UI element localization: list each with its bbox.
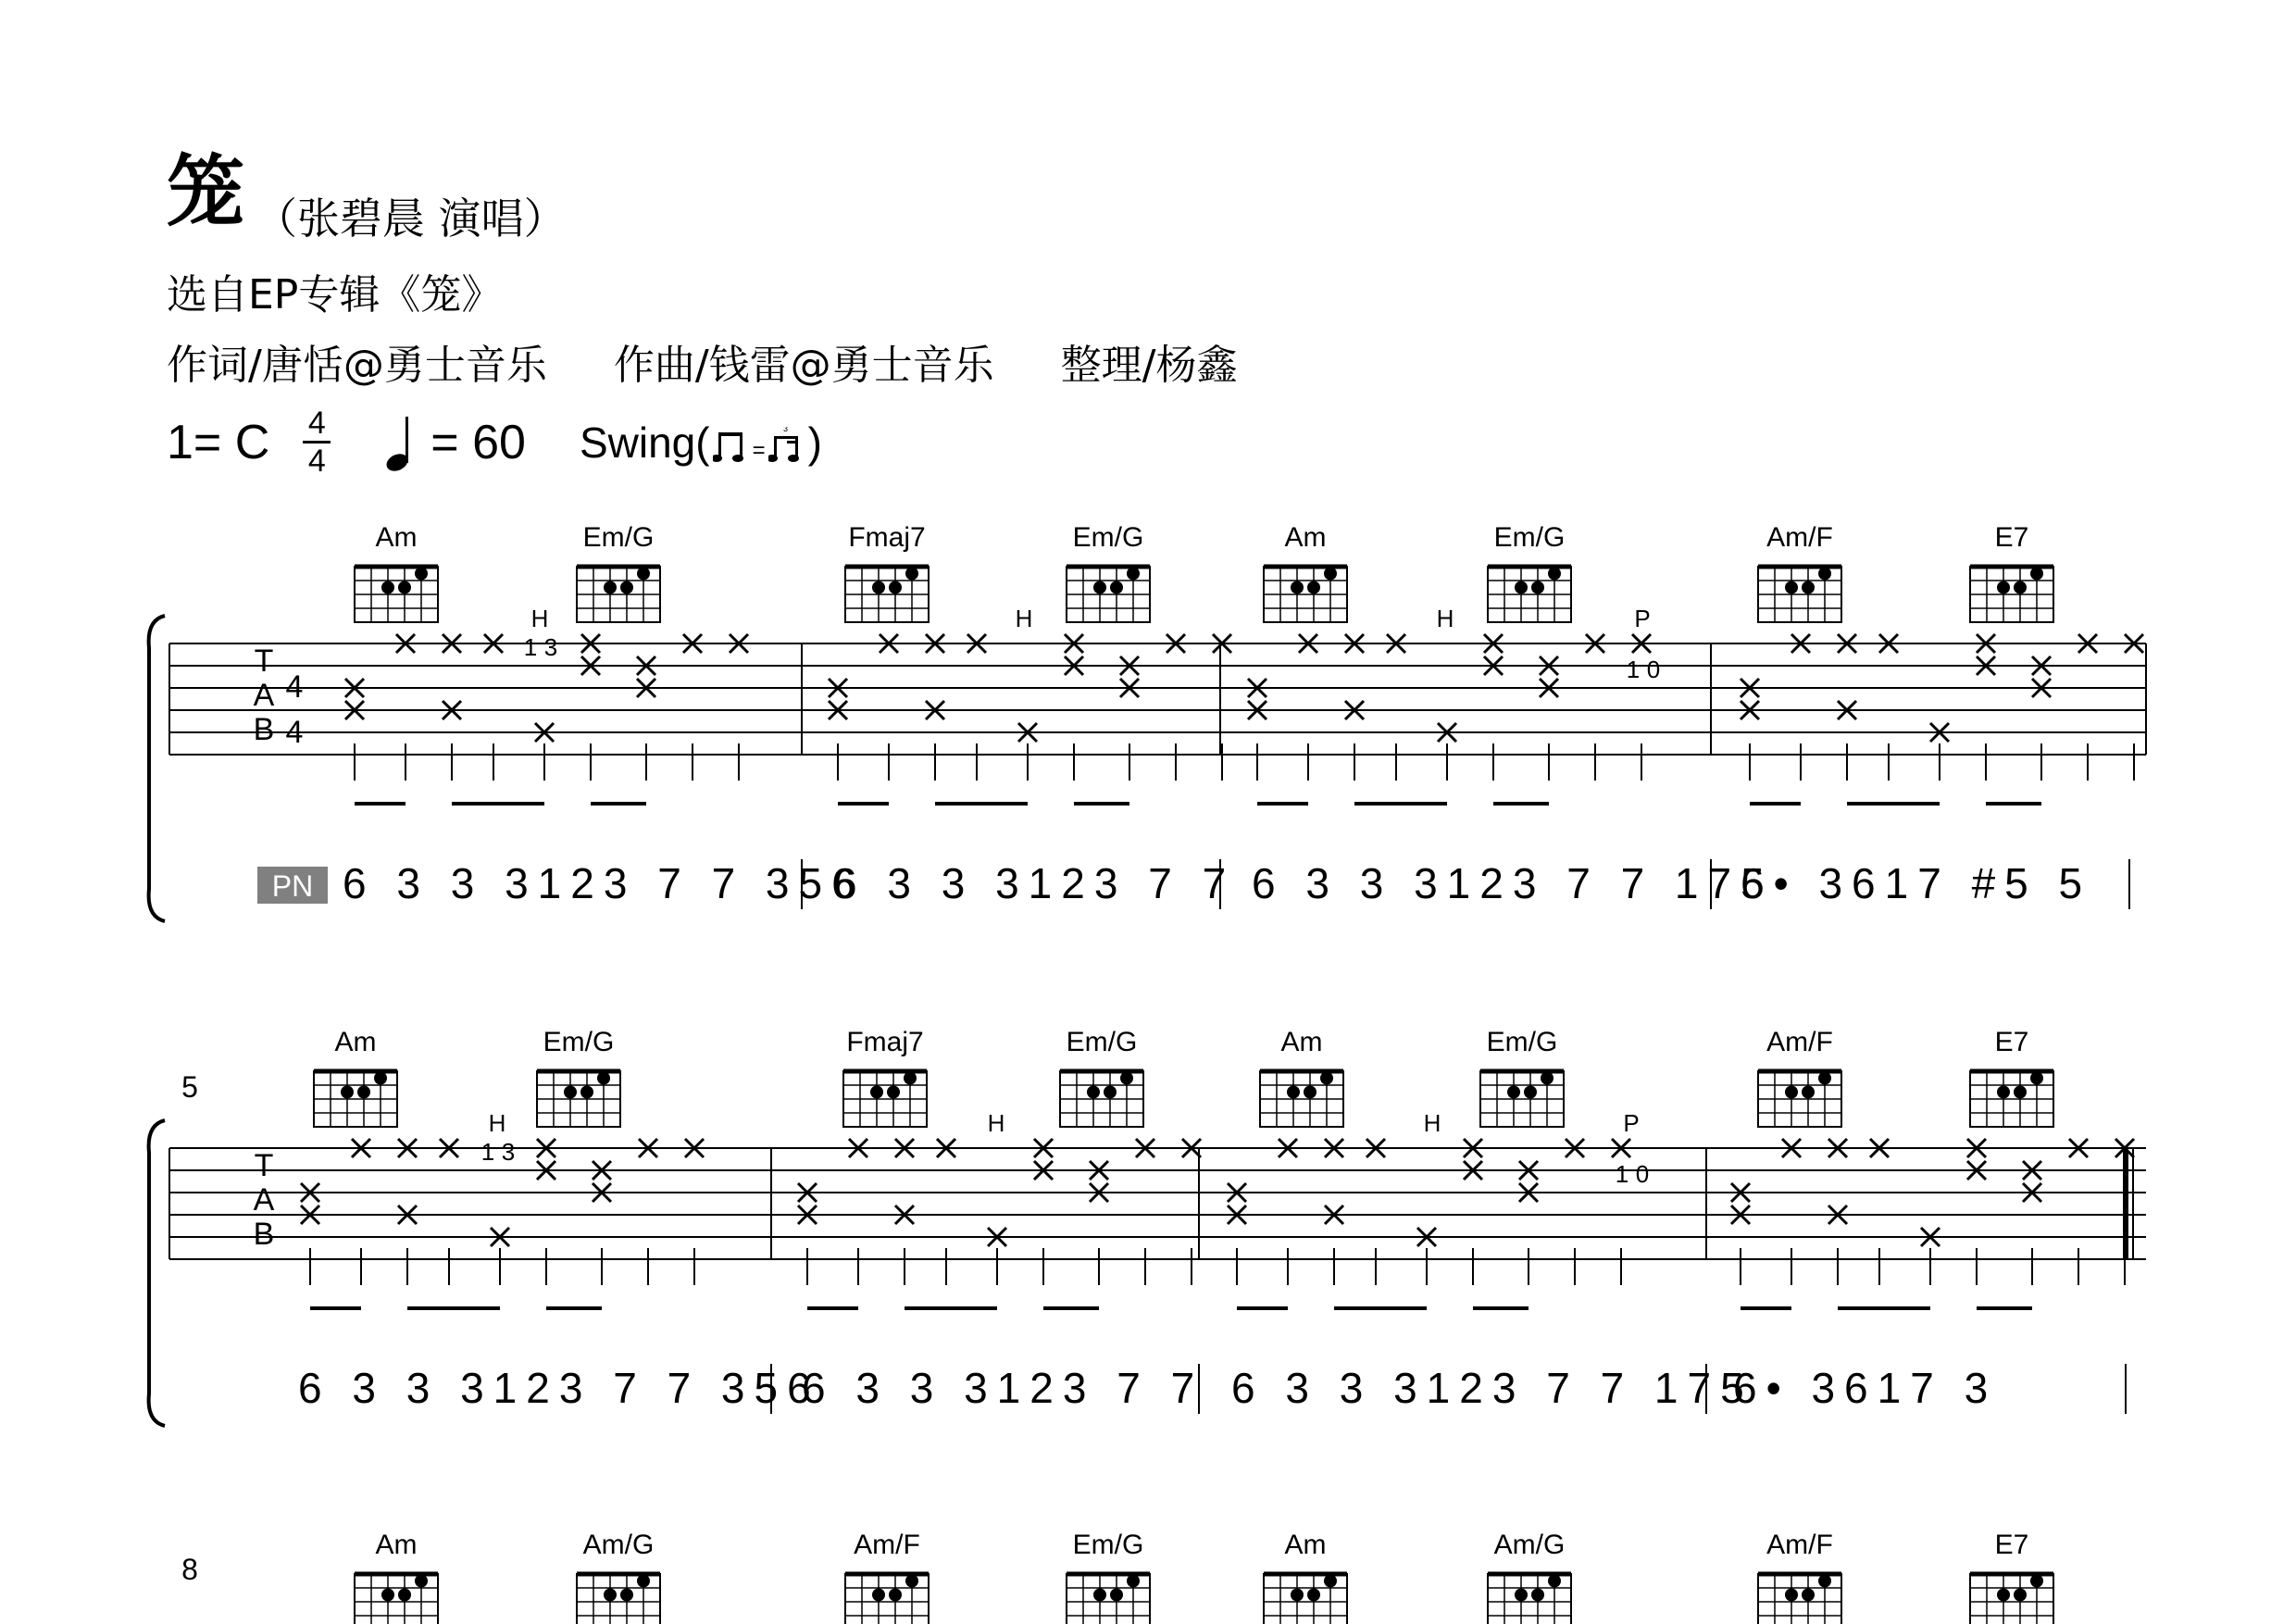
numbered-notation-measure: 6 3 3 3123 7 7 [833, 859, 1236, 907]
chord-dot [1802, 1086, 1815, 1099]
chord-name: E7 [1994, 1027, 2029, 1057]
chord-dot [381, 581, 394, 594]
chord-name: Am/F [1766, 1027, 1833, 1057]
tab-clef-letter: B [253, 712, 275, 747]
time-signature-bottom: 4 [307, 443, 326, 479]
chord-dot [1304, 1086, 1316, 1099]
chord-dot [580, 1086, 593, 1099]
chord-name: Am [1284, 522, 1327, 553]
chord-name: Am/G [582, 1530, 655, 1560]
swing-triplet-number: 3 [782, 427, 788, 434]
chord-dot [1087, 1086, 1100, 1099]
chord-dot [2030, 1575, 2043, 1588]
tab-time-top: 4 [285, 669, 304, 705]
chord-name: Am [375, 522, 418, 553]
chord-dot [1548, 1575, 1561, 1588]
chord-dot [1127, 568, 1140, 581]
chord-dot [1802, 1589, 1815, 1602]
measure-number: 8 [181, 1553, 198, 1586]
tab-clef-letter: A [253, 678, 275, 713]
fret-number: 1 [1615, 1160, 1629, 1188]
fret-number: 1 [523, 633, 538, 661]
technique-mark: H [488, 1109, 506, 1137]
chord-dot [1541, 1072, 1554, 1085]
chord-dot [889, 581, 902, 594]
chord-dot [2030, 1072, 2043, 1085]
fret-number: 0 [1646, 656, 1661, 683]
chord-dot [1997, 581, 2010, 594]
chord-name: Fmaj7 [848, 522, 926, 553]
chord-name: Em/G [1486, 1027, 1558, 1057]
technique-mark: P [1634, 605, 1651, 632]
chord-name: Em/G [582, 522, 655, 553]
swing-label: Swing( [579, 418, 710, 467]
chord-dot [889, 1589, 902, 1602]
chord-name: Em/G [1066, 1027, 1138, 1057]
chord-dot [1291, 1589, 1304, 1602]
chord-name: Am/G [1493, 1530, 1566, 1560]
chord-name: Em/G [1072, 522, 1144, 553]
chord-dot [341, 1086, 354, 1099]
song-artist: （张碧晨 演唱） [255, 194, 567, 244]
numbered-notation-measure: 6 3 3 3123 7 7 356 [298, 1364, 820, 1412]
chord-dot [1307, 1589, 1320, 1602]
technique-mark: P [1623, 1109, 1640, 1137]
chord-name: Am [1280, 1027, 1323, 1057]
composer-credit: 作曲/钱雷@勇士音乐 [613, 342, 994, 389]
chord-dot [870, 1086, 883, 1099]
arranger-credit: 整理/杨鑫 [1060, 342, 1238, 389]
chord-dot [1818, 1072, 1831, 1085]
technique-mark: H [530, 605, 549, 632]
numbered-notation-measure: 6• 3617 #5 5 [1741, 859, 2092, 907]
time-signature-top: 4 [307, 406, 326, 441]
chord-dot [620, 1589, 633, 1602]
album-line: 选自EP专辑《笼》 [167, 271, 503, 319]
technique-mark: H [1436, 605, 1454, 632]
chord-dot [1531, 1589, 1544, 1602]
chord-dot [1785, 1589, 1798, 1602]
fret-number: 1 [1626, 656, 1641, 683]
chord-name: Am [334, 1027, 377, 1057]
chord-name: Em/G [1072, 1530, 1144, 1560]
chord-dot [1997, 1086, 2010, 1099]
chord-dot [2014, 1589, 2027, 1602]
tab-time-bottom: 4 [285, 715, 304, 750]
chord-dot [415, 568, 428, 581]
chord-dot [1507, 1086, 1520, 1099]
technique-mark: H [1423, 1109, 1441, 1137]
chord-name: E7 [1994, 1530, 2029, 1560]
chord-dot [2030, 568, 2043, 581]
swing-close: ) [807, 418, 822, 467]
chord-dot [872, 1589, 885, 1602]
fret-number: 3 [501, 1138, 516, 1166]
numbered-notation-measure: 6• 3617 3 [1733, 1364, 1998, 1412]
chord-name: Am/F [854, 1530, 920, 1560]
equals-sign-icon: = [752, 437, 766, 463]
technique-mark: H [1015, 605, 1033, 632]
chord-dot [1104, 1086, 1117, 1099]
tab-system [149, 1027, 2146, 1426]
chord-name: Am [375, 1530, 418, 1560]
chord-dot [887, 1086, 900, 1099]
key-signature: 1= C [167, 415, 270, 469]
chord-dot [905, 1575, 918, 1588]
pn-label: PN [271, 869, 314, 903]
chord-dot [1287, 1086, 1300, 1099]
chord-dot [1785, 581, 1798, 594]
tab-clef-letter: T [254, 643, 274, 679]
chord-dot [398, 581, 411, 594]
chord-dot [2014, 581, 2027, 594]
chord-dot [1120, 1072, 1133, 1085]
chord-dot [1093, 1589, 1106, 1602]
chord-dot [415, 1575, 428, 1588]
chord-dot [357, 1086, 370, 1099]
chord-dot [637, 1575, 650, 1588]
chord-dot [1818, 1575, 1831, 1588]
chord-dot [1291, 581, 1304, 594]
chord-dot [1531, 581, 1544, 594]
system-bracket [149, 616, 165, 921]
chord-dot [564, 1086, 577, 1099]
chord-dot [905, 568, 918, 581]
chord-dot [1127, 1575, 1140, 1588]
lyricist-credit: 作词/唐恬@勇士音乐 [167, 342, 547, 389]
chord-dot [637, 568, 650, 581]
chord-dot [1802, 581, 1815, 594]
chord-dot [872, 581, 885, 594]
chord-dot [1320, 1072, 1333, 1085]
chord-dot [904, 1072, 917, 1085]
tab-clef-letter: A [253, 1182, 275, 1218]
numbered-notation-measure: 6 3 3 3123 7 7 [802, 1364, 1204, 1412]
fret-number: 1 [480, 1138, 495, 1166]
chord-dot [1110, 581, 1123, 594]
chord-name: E7 [1994, 522, 2029, 553]
numbered-notation-measure: 6 3 3 3123 7 7 175 [1231, 1364, 1753, 1412]
chord-dot [597, 1072, 610, 1085]
tempo-value: = 60 [430, 415, 526, 469]
chord-name: Fmaj7 [846, 1027, 924, 1057]
fret-number: 3 [543, 633, 558, 661]
numbered-notation-measure: 6 3 3 3123 7 7 175 [1252, 859, 1774, 907]
numbered-notation-measure: 6 3 3 3123 7 7 356 [343, 859, 865, 907]
chord-name: Am [1284, 1530, 1327, 1560]
chord-name: Em/G [1493, 522, 1566, 553]
fret-number: 0 [1635, 1160, 1650, 1188]
chord-dot [1818, 568, 1831, 581]
chord-dot [620, 581, 633, 594]
measure-number: 5 [181, 1070, 198, 1104]
system-bracket [149, 1120, 165, 1426]
chord-dot [1110, 1589, 1123, 1602]
chord-dot [1324, 568, 1337, 581]
chord-dot [381, 1589, 394, 1602]
chord-name: Em/G [543, 1027, 615, 1057]
chord-dot [1307, 581, 1320, 594]
chord-dot [1548, 568, 1561, 581]
chord-dot [604, 1589, 617, 1602]
technique-mark: H [987, 1109, 1005, 1137]
chord-dot [1997, 1589, 2010, 1602]
chord-dot [398, 1589, 411, 1602]
chord-name: Am/F [1766, 522, 1833, 553]
chord-dot [1324, 1575, 1337, 1588]
song-title: 笼 [167, 146, 245, 237]
chord-dot [1515, 581, 1528, 594]
tab-system [149, 522, 2146, 921]
chord-dot [1524, 1086, 1537, 1099]
chord-dot [1093, 581, 1106, 594]
chord-dot [1785, 1086, 1798, 1099]
chord-dot [604, 581, 617, 594]
chord-name: Am/F [1766, 1530, 1833, 1560]
chord-dot [1515, 1589, 1528, 1602]
tab-clef-letter: B [253, 1217, 275, 1252]
chord-dot [2014, 1086, 2027, 1099]
chord-dot [374, 1072, 387, 1085]
tab-system [181, 1530, 2053, 1624]
tab-clef-letter: T [254, 1148, 274, 1183]
